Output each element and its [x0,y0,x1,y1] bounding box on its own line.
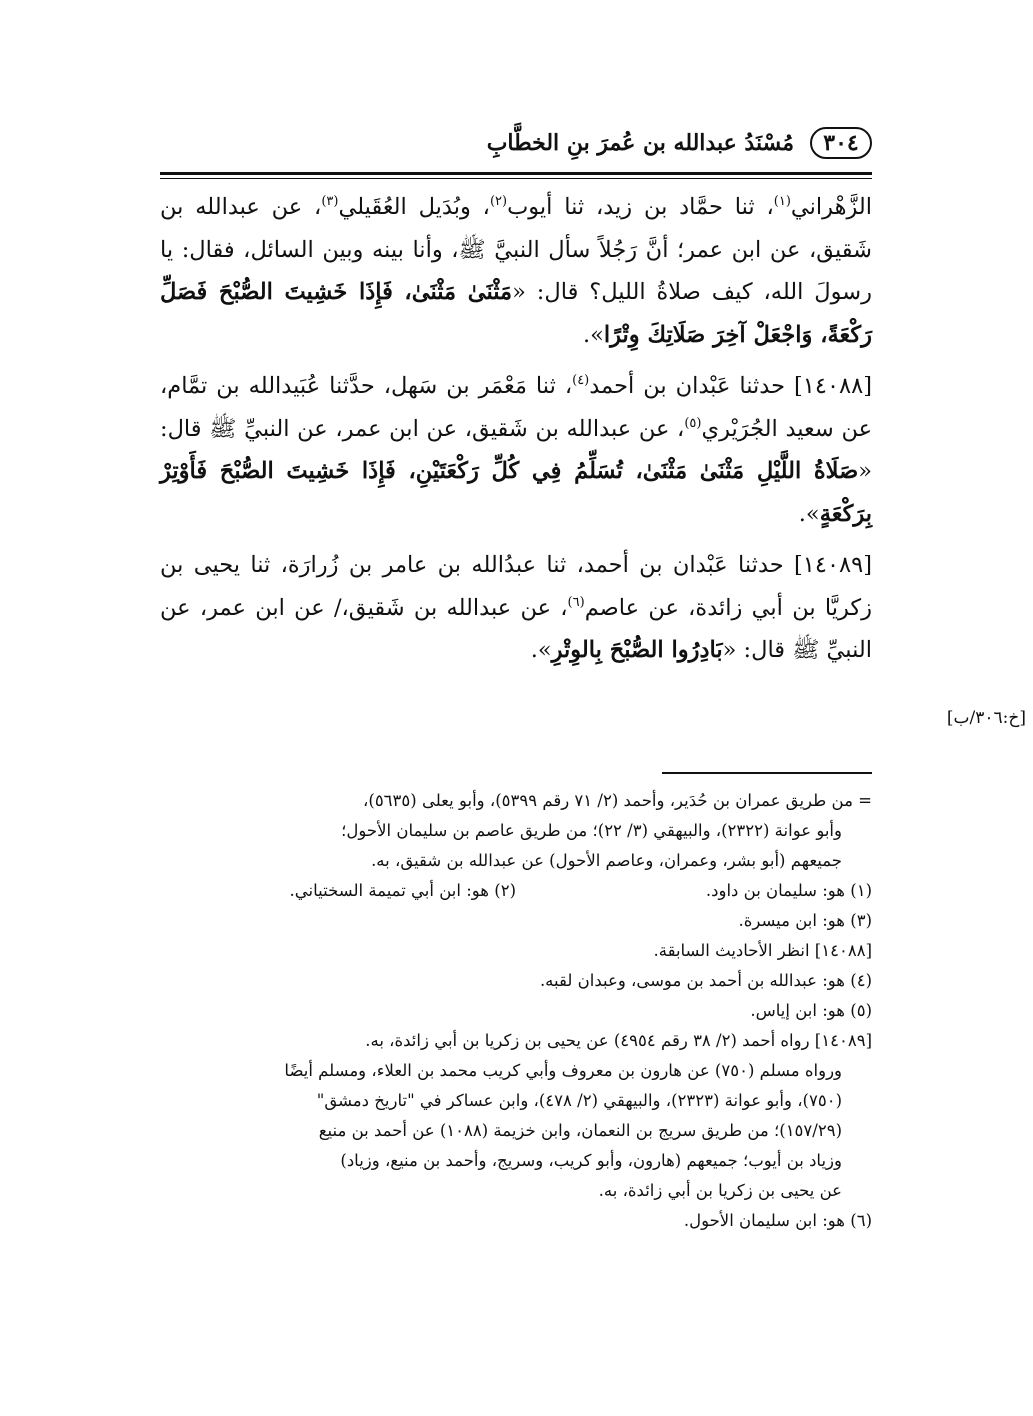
running-title: مُسْنَدُ عبدالله بن عُمرَ بنِ الخطَّابِ [486,130,794,156]
footnote-ref-1[interactable]: (١) [773,194,791,209]
text-span: حدثنا عَبْدان بن أحمد، ثنا عبدُالله بن عامر بن زُرارَة، ثنا يحيى بن زكريَّا بن أبي زائدة، عن عاصم [160,552,872,621]
page-header [160,118,872,168]
text-span: ، ثنا مَعْمَر بن سَهل، حدَّثنا عُبَيدالله بن تمَّام، عن سعيد الجُرَيْري [160,373,872,442]
footnote-continued: = من طريق عمران بن حُدَير، وأحمد (٢/ ٧١ رقم ٥٣٩٩)، وأبو يعلى (٥٦٣٥)، [363,791,872,810]
footnote-ref-3[interactable]: (٣) [321,194,339,209]
hadith-note-line: وزياد بن أيوب؛ جميعهم (هارون، وأبو كريب، وسريج، وأحمد بن منيع، وزياد) [340,1151,842,1170]
hadith-note-line: ورواه مسلم (٧٥٠) عن هارون بن معروف وأبي كريب محمد بن العلاء، ومسلم أيضًا [284,1061,842,1080]
footnote-2: (٢) هو: ابن أبي تميمة السختياني. [289,881,516,900]
footnote-rule [662,772,872,774]
manuscript-marker: [خ:٣٠٦/ب] [946,708,1026,728]
footnote-continued: وأبو عوانة (٢٣٢٢)، والبيهقي (٣/ ٢٢)؛ من طريق عاصم بن سليمان الأحول؛ [341,821,842,840]
hadith-quote: بَادِرُوا الصُّبْحَ بِالوِتْرِ [551,637,723,663]
page-number: ٣٠٤ [810,127,872,159]
footnote-6: (٦) هو: ابن سليمان الأحول. [683,1211,872,1230]
footnote-1: (١) هو: سليمان بن داود. [705,881,872,900]
paragraph-14089 [160,544,872,672]
hadith-quote: صَلَاةُ اللَّيْلِ مَثْنَىٰ مَثْنَىٰ، تُسَلِّمُ فِي كُلِّ رَكْعَتَيْنِ، فَإِذَا خَشِيتَ الصُّبْحَ فَأَوْتِرْ بِرَكْعَةٍ [160,458,872,527]
text-span: ، عن عبدالله بن شَقيق، عن ابن عمر؛ أنَّ رَجُلاً سأل النبيَّ ﷺ، وأنا بينه وبين السائل، فقال: يا رسولَ الله، كيف صلاةُ الليل؟ قال: « [160,194,872,305]
text-span: ، عن عبدالله بن شَقيق، عن ابن عمر، عن النبيِّ ﷺ قال: « [160,415,872,484]
text-span: ». [798,500,820,527]
text-span: حدثنا عَبْدان بن أحمد [589,373,795,399]
footnote-ref-2[interactable]: (٢) [489,194,508,209]
paragraph-14088 [160,365,872,535]
paragraph-1 [160,186,872,356]
footnote-row [160,876,872,906]
text-span: ». [582,321,604,348]
footnotes [160,786,872,1236]
footnote-5: (٥) هو: ابن إياس. [750,1001,872,1020]
text-span: ، ثنا حمَّاد بن زيد، ثنا أيوب [507,194,774,220]
main-text [160,186,872,681]
footnote-continued: جميعهم (أبو بشر، وعمران، وعاصم الأحول) عن عبدالله بن شقيق، به. [371,851,842,870]
hadith-note-14088: [١٤٠٨٨] انظر الأحاديث السابقة. [653,941,872,960]
hadith-note-14089: [١٤٠٨٩] رواه أحمد (٢/ ٣٨ رقم ٤٩٥٤) عن يحيى بن زكريا بن أبي زائدة، به. [365,1031,872,1050]
footnote-ref-4[interactable]: (٤) [572,373,590,388]
footnote-3: (٣) هو: ابن ميسرة. [738,911,872,930]
text-span: ، وبُدَيل العُقَيلي [338,194,490,220]
hadith-number: [١٤٠٨٨] [794,373,873,399]
hadith-number: [١٤٠٨٩] [794,552,872,578]
footnote-ref-6[interactable]: (٦) [567,594,585,610]
hadith-note-line: (٧٥٠)، وأبو عوانة (٢٣٢٣)، والبيهقي (٢/ ٤٧٨)، وابن عساكر في "تاريخ دمشق" [316,1091,842,1110]
hadith-note-line: (١٥٧/٢٩)؛ من طريق سريج بن النعمان، وابن خزيمة (١٠٨٨) عن أحمد بن منيع [318,1121,842,1140]
footnote-ref-5[interactable]: (٥) [684,415,702,431]
header-rule [160,172,872,175]
text-span: الزَّهْراني [790,194,872,220]
hadith-note-line: عن يحيى بن زكريا بن أبي زائدة، به. [598,1181,842,1200]
text-span: ، عن عبدالله بن شَقيق،/ عن ابن عمر، عن النبيِّ ﷺ قال: « [160,594,872,663]
hadith-quote: مَثْنَىٰ مَثْنَىٰ، فَإِذَا خَشِيتَ الصُّبْحَ فَصَلِّ رَكْعَةً، وَاجْعَلْ آخِرَ صَلَاتِكَ وِتْرًا [160,279,872,348]
footnote-4: (٤) هو: عبدالله بن أحمد بن موسى، وعبدان لقبه. [539,971,872,990]
header-rule-thin [160,178,872,179]
text-span: ». [530,637,552,663]
